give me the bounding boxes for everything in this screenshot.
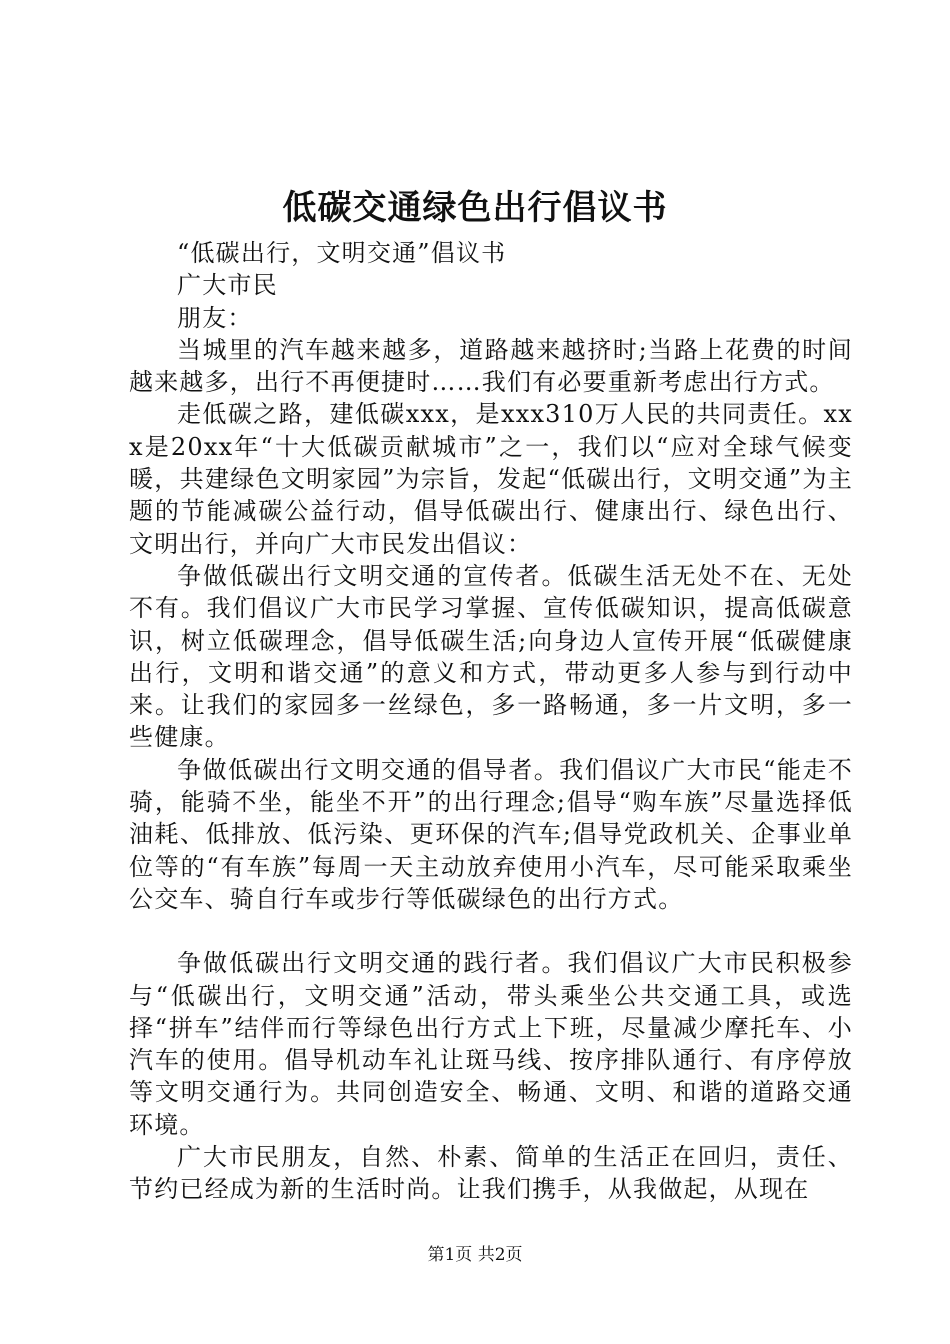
paragraph-closing: 广大市民朋友，自然、朴素、简单的生活正在回归，责任、节约已经成为新的生活时尚。让我们携手，从我做起，从现在	[129, 1143, 853, 1204]
paragraph-salutation-line1: 广大市民	[177, 271, 278, 300]
document-title: 低碳交通绿色出行倡议书	[282, 188, 668, 228]
paragraph-salutation-line2: 朋友：	[177, 303, 253, 332]
paragraph-responsibility: 走低碳之路，建低碳xxx，是xxx310万人民的共同责任。xxx是20xx年“十大低碳贡献城市”之一，我们以“应对全球气候变暖，共建绿色文明家园”为宗旨，发起“低碳出行，文明交通”为主题的节能减碳公益行动，倡导低碳出行、健康出行、绿色出行、文明出行，并向广大市民发出倡议：	[129, 400, 853, 558]
paragraph-advocate: 争做低碳出行文明交通的倡导者。我们倡议广大市民“能走不骑，能骑不坐，能坐不开”的出行理念;倡导“购车族”尽量选择低油耗、低排放、低污染、更环保的汽车;倡导党政机关、企事业单位等的“有车族”每周一天主动放弃使用小汽车，尽可能采取乘坐公交车、骑自行车或步行等低碳绿色的出行方式。	[129, 755, 853, 913]
page-number-footer: 第1页 共2页	[427, 1245, 523, 1265]
paragraph-intro: 当城里的汽车越来越多，道路越来越挤时;当路上花费的时间越来越多，出行不再便捷时……我们有必要重新考虑出行方式。	[129, 335, 853, 397]
document-body	[129, 237, 853, 1206]
paragraph-subtitle: “低碳出行，文明交通”倡议书	[177, 239, 507, 267]
paragraph-practitioner: 争做低碳出行文明交通的践行者。我们倡议广大市民积极参与“低碳出行，文明交通”活动，带头乘坐公共交通工具，或选择“拼车”结伴而行等绿色出行方式上下班，尽量减少摩托车、小汽车的使用。倡导机动车礼让斑马线、按序排队通行、有序停放等文明交通行为。共同创造安全、畅通、文明、和谐的道路交通环境。	[129, 949, 853, 1139]
paragraph-propagandist: 争做低碳出行文明交通的宣传者。低碳生活无处不在、无处不有。我们倡议广大市民学习掌握、宣传低碳知识，提高低碳意识，树立低碳理念，倡导低碳生活;向身边人宣传开展“低碳健康出行，文明和谐交通”的意义和方式，带动更多人参与到行动中来。让我们的家园多一丝绿色，多一路畅通，多一片文明，多一些健康。	[129, 561, 853, 752]
